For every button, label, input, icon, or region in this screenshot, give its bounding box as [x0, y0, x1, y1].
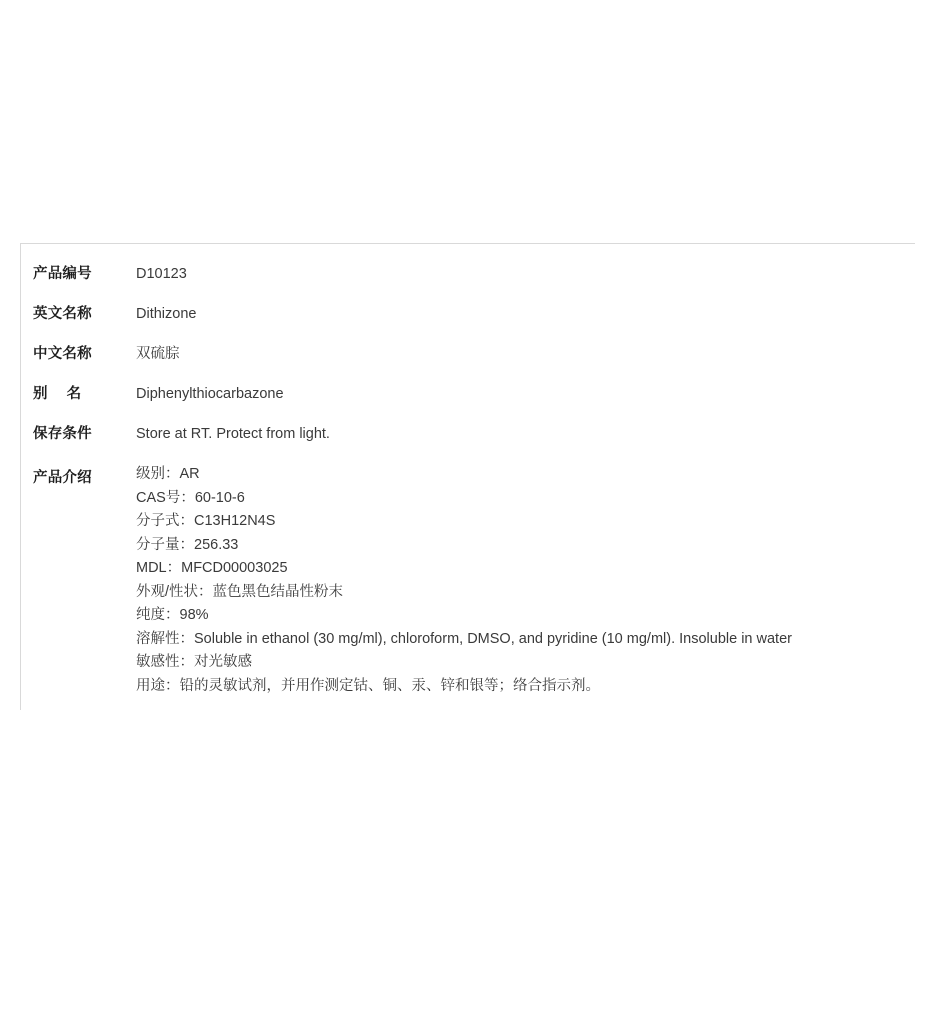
row-value-alias: Diphenylthiocarbazone [136, 386, 284, 402]
intro-line-usage: 用途：铅的灵敏试剂，并用作测定钴、铜、汞、锌和银等；络合指示剂。 [136, 677, 600, 694]
row-value-chinese-name: 双硫腙 [136, 346, 180, 362]
row-value-product-code: D10123 [136, 266, 187, 282]
row-label-introduction: 产品介绍 [33, 470, 92, 486]
intro-line-mdl: MDL：MFCD00003025 [136, 560, 288, 576]
table-row [21, 254, 915, 294]
intro-line-grade: 级别：AR [136, 466, 200, 482]
row-label-alias: 别 名 [33, 386, 82, 402]
table-row [21, 334, 915, 374]
introduction-content [133, 454, 915, 698]
table-row [21, 374, 915, 414]
row-label-product-code: 产品编号 [33, 266, 92, 282]
intro-line-cas: CAS号：60-10-6 [136, 489, 245, 506]
table-row-introduction [21, 454, 915, 698]
row-label-storage: 保存条件 [33, 426, 92, 442]
row-label-chinese-name: 中文名称 [33, 346, 92, 362]
row-value-english-name: Dithizone [136, 306, 197, 322]
intro-line-solubility: 溶解性：Soluble in ethanol (30 mg/ml), chloroform, DMSO, and pyridine (10 mg/ml). Insoluble in water [136, 630, 792, 647]
row-label-english-name: 英文名称 [33, 306, 92, 322]
intro-line-formula: 分子式：C13H12N4S [136, 513, 276, 529]
intro-line-molecular-weight: 分子量：256.33 [136, 536, 239, 553]
intro-line-sensitivity: 敏感性：对光敏感 [136, 654, 252, 670]
table-row [21, 414, 915, 454]
intro-line-appearance: 外观/性状：蓝色黑色结晶性粉末 [136, 583, 344, 600]
table-row [21, 294, 915, 334]
row-value-storage: Store at RT. Protect from light. [136, 426, 330, 442]
intro-line-purity: 纯度：98% [136, 607, 209, 623]
product-info-table [20, 243, 915, 710]
